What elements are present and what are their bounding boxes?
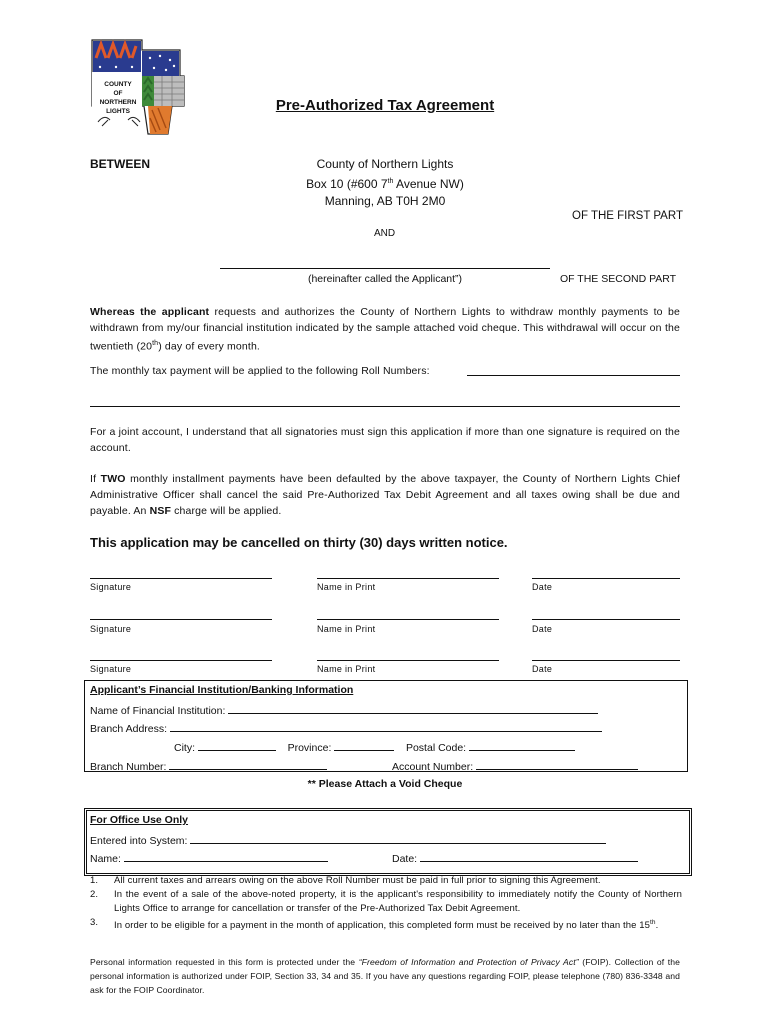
whereas-bold: Whereas the applicant	[90, 306, 210, 318]
logo-text-line: LIGHTS	[106, 108, 130, 115]
first-part-label: OF THE FIRST PART	[572, 210, 683, 222]
void-cheque-note: ** Please Attach a Void Cheque	[307, 778, 463, 790]
default-bold-nsf: NSF	[149, 505, 172, 517]
office-date-field[interactable]	[420, 851, 638, 862]
cancel-notice: This application may be cancelled on thirty (30) days written notice.	[90, 535, 508, 550]
name-in-print-label: Name in Print	[317, 624, 376, 634]
roll-numbers-label: The monthly tax payment will be applied to the following Roll Numbers:	[90, 365, 430, 377]
name-in-print-label: Name in Print	[317, 582, 376, 592]
note-number: 1.	[90, 875, 99, 886]
privacy-statement	[90, 955, 680, 997]
note-text: All current taxes and arrears owing on the above Roll Number must be paid in full prior to signing this Agreement.	[114, 875, 601, 886]
name-in-print-line[interactable]	[317, 578, 499, 579]
logo-text-line: COUNTY	[104, 81, 132, 88]
financial-name-label: Name of Financial Institution:	[90, 705, 226, 717]
name-in-print-line[interactable]	[317, 660, 499, 661]
note-superscript: th	[650, 919, 656, 926]
roll-numbers-line[interactable]	[467, 375, 680, 376]
signature-line[interactable]	[90, 660, 272, 661]
whereas-paragraph	[90, 304, 680, 355]
name-in-print-label: Name in Print	[317, 664, 376, 674]
office-name-field[interactable]	[124, 851, 328, 862]
privacy-text-pre: Personal information requested in this form is protected under the	[90, 957, 359, 967]
signature-label: Signature	[90, 582, 132, 592]
and-label: AND	[374, 228, 396, 239]
whereas-text: requests and authorizes the County of Northern Lights to withdraw monthly payments to be withdrawn from my/our financial institution indicated by the sample attached void cheque. This withdrawal will occur on the twentieth (20	[90, 306, 680, 353]
date-label: Date	[532, 582, 553, 592]
applicant-name-line[interactable]	[220, 268, 550, 269]
joint-account-paragraph: For a joint account, I understand that all signatories must sign this application if more than one signature is required on the account.	[90, 426, 680, 454]
account-number-field[interactable]	[476, 759, 638, 770]
province-field[interactable]	[334, 740, 394, 751]
logo-text-line: NORTHERN	[99, 99, 137, 106]
branch-address-label: Branch Address:	[90, 723, 168, 735]
note-text: In the event of a sale of the above-noted property, it is the applicant's responsibility to immediately notify the County of Northern Lights Office to arrange for cancellation or transfer of the Pre-Authorized Tax Debit Agreement.	[114, 889, 682, 914]
city-label: City:	[174, 742, 195, 754]
privacy-act-name: “Freedom of Information and Protection of Privacy Act”	[358, 957, 579, 967]
postal-code-label: Postal Code:	[405, 742, 467, 754]
roll-numbers-line-2[interactable]	[90, 406, 680, 407]
branch-number-row	[90, 759, 327, 773]
date-line[interactable]	[532, 578, 680, 579]
whereas-superscript: th	[152, 340, 159, 347]
address-superscript: th	[387, 178, 394, 185]
branch-number-label: Branch Number:	[90, 761, 167, 773]
note-number: 2.	[90, 889, 99, 900]
default-text-pre: If	[90, 473, 101, 485]
address-text: Box 10 (#600 7	[306, 177, 388, 191]
note-number: 3.	[90, 917, 99, 928]
note-item	[90, 874, 682, 888]
signature-line[interactable]	[90, 578, 272, 579]
office-date-row	[392, 851, 638, 865]
whereas-end: ) day of every month.	[158, 340, 260, 353]
branch-address-row	[90, 721, 680, 735]
city-province-row	[174, 740, 684, 754]
note-text	[114, 916, 658, 933]
branch-address-field[interactable]	[170, 721, 602, 732]
default-text-mid: monthly installment payments have been defaulted by the above taxpayer, the County of Northern Lights Chief Administrative Officer shall cancel the said Pre-Authorized Tax Debit Agreement and all taxes owing shall be due and payable. An	[90, 473, 681, 517]
applicant-caption: (hereinafter called the Applicant”)	[307, 273, 463, 285]
county-address-block	[250, 156, 520, 210]
branch-number-field[interactable]	[169, 759, 327, 770]
entered-field[interactable]	[190, 833, 606, 844]
default-text-end: charge will be applied.	[171, 505, 282, 517]
county-address	[250, 173, 520, 193]
notes-list	[90, 874, 682, 933]
entered-row	[90, 833, 606, 847]
date-label: Date	[532, 624, 553, 634]
financial-name-row	[90, 703, 680, 717]
date-line[interactable]	[532, 660, 680, 661]
account-number-label: Account Number:	[392, 761, 474, 773]
office-date-label: Date:	[392, 853, 418, 865]
note-item	[90, 888, 682, 916]
date-label: Date	[532, 664, 553, 674]
note-text-end: .	[655, 920, 659, 932]
office-name-row	[90, 851, 328, 865]
between-label: BETWEEN	[90, 157, 150, 171]
note-item	[90, 916, 682, 933]
document-title: Pre-Authorized Tax Agreement	[275, 97, 495, 114]
province-label: Province:	[287, 742, 332, 754]
financial-name-field[interactable]	[228, 703, 598, 714]
privacy-text-post: (FOIP). Collection of the personal information is authorized under FOIP, Section 33, 34 and 35. If you have any questions regarding FOIP, please telephone (780) 836-3348 and ask for the FOIP Coordinator.	[90, 957, 680, 995]
county-name: County of Northern Lights	[316, 157, 454, 171]
county-city-line: Manning, AB T0H 2M0	[324, 194, 446, 208]
default-bold-two: TWO	[100, 473, 126, 485]
signature-label: Signature	[90, 664, 132, 674]
account-number-row	[392, 759, 638, 773]
city-field[interactable]	[198, 740, 276, 751]
financial-heading: Applicant’s Financial Institution/Banking Information	[90, 684, 354, 696]
name-in-print-line[interactable]	[317, 619, 499, 620]
postal-code-field[interactable]	[469, 740, 575, 751]
date-line[interactable]	[532, 619, 680, 620]
office-name-label: Name:	[90, 853, 121, 865]
signature-label: Signature	[90, 624, 132, 634]
county-logo	[88, 36, 188, 140]
logo-text-line: OF	[113, 90, 123, 97]
signature-line[interactable]	[90, 619, 272, 620]
entered-label: Entered into System:	[90, 835, 188, 847]
default-paragraph	[90, 471, 680, 519]
second-part-label: OF THE SECOND PART	[560, 273, 677, 285]
note-text-main: In order to be eligible for a payment in the month of application, this completed form must be received by no later than the 15	[114, 920, 651, 932]
address-text-end: Avenue NW)	[393, 177, 464, 191]
office-heading: For Office Use Only	[90, 814, 189, 826]
